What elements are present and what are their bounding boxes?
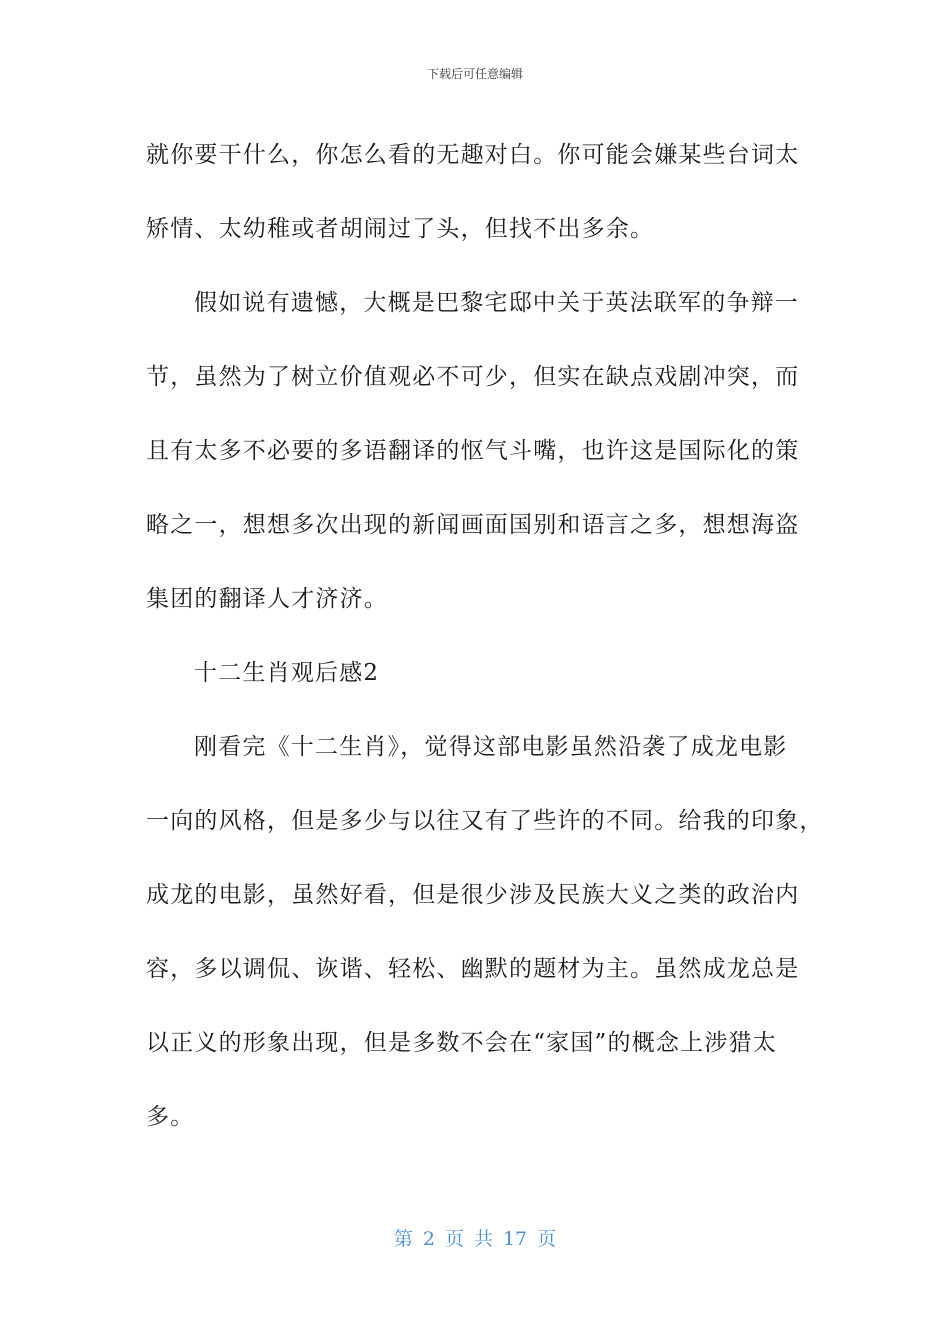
section-heading [146, 636, 806, 710]
footer-ye-end: 页 [537, 1228, 557, 1250]
footer-di: 第 [393, 1228, 413, 1250]
heading-text: 十二生肖观后感2 [194, 660, 380, 686]
text-line: 且有太多不必要的多语翻译的怄气斗嘴，也许这是国际化的策 [146, 438, 800, 464]
text-line: 略之一，想想多次出现的新闻画面国别和语言之多，想想海盗 [146, 512, 800, 538]
paragraph-2-cont [146, 340, 806, 636]
text-line: 一向的风格，但是多少与以往又有了些许的不同。给我的印象， [146, 808, 824, 834]
text-line: 多。 [146, 1104, 195, 1130]
footer-total-pages: 17 [502, 1228, 528, 1250]
text-line: 节，虽然为了树立价值观必不可少，但实在缺点戏剧冲突，而 [146, 364, 800, 390]
text-line: 成龙的电影，虽然好看，但是很少涉及民族大义之类的政治内 [146, 882, 800, 908]
paragraph-3-cont [146, 784, 824, 1154]
footer-current-page: 2 [422, 1228, 435, 1250]
text-line: 矫情、太幼稚或者胡闹过了头，但找不出多余。 [146, 216, 655, 242]
page-footer [0, 1226, 950, 1252]
paragraph-3 [146, 710, 806, 784]
paragraph-1 [146, 118, 806, 266]
paragraph-2 [146, 266, 806, 340]
body-text [146, 118, 824, 1154]
footer-ye: 页 [444, 1228, 464, 1250]
text-line: 就你要干什么，你怎么看的无趣对白。你可能会嫌某些台词太 [146, 142, 800, 168]
text-line: 假如说有遗憾，大概是巴黎宅邸中关于英法联军的争辩一 [194, 290, 799, 316]
text-line: 以正义的形象出现，但是多数不会在“家国”的概念上涉猎太 [146, 1030, 777, 1056]
text-line: 容，多以调侃、诙谐、轻松、幽默的题材为主。虽然成龙总是 [146, 956, 800, 982]
page-header: 下载后可任意编辑 [426, 67, 523, 81]
text-line: 集团的翻译人才济济。 [146, 586, 388, 612]
text-line: 刚看完《十二生肖》，觉得这部电影虽然沿袭了成龙电影 [194, 734, 788, 760]
footer-gong: 共 [473, 1228, 493, 1250]
